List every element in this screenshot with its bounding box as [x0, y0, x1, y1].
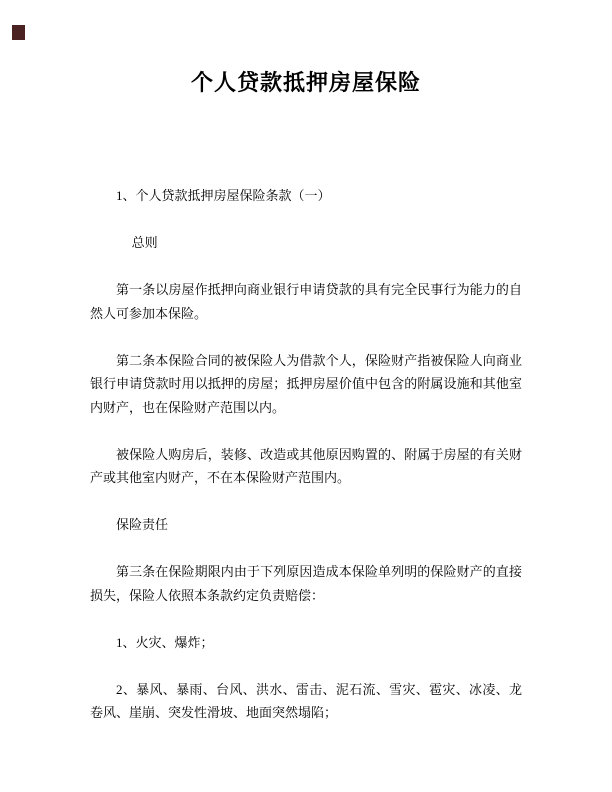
- section-heading-insurance-liability: 保险责任: [116, 517, 169, 532]
- paragraph-article-2-note: 被保险人购房后，装修、改造或其他原因购置的、附属于房屋的有关财产或其他室内财产，不在本保险财产范围内。: [90, 446, 522, 485]
- paragraph-cause-1: 1、火灾、爆炸；: [116, 634, 214, 650]
- corner-mark-icon: [12, 25, 25, 40]
- clause-list-title: 1、个人贷款抵押房屋保险条款（一）: [116, 188, 331, 203]
- paragraph-article-1: 第一条以房屋作抵押向商业银行申请贷款的具有完全民事行为能力的自然人可参加本保险。: [90, 282, 522, 321]
- section-heading-general-rules: 总则: [131, 235, 158, 250]
- document-title: 个人贷款抵押房屋保险: [190, 70, 421, 95]
- paragraph-article-2: 第二条本保险合同的被保险人为借款个人，保险财产指被保险人向商业银行申请贷款时用以抵押的房屋；抵押房屋价值中包含的附属设施和其他室内财产，也在保险财产范围以内。: [90, 352, 522, 415]
- paragraph-cause-2: 2、暴风、暴雨、台风、洪水、雷击、泥石流、雪灾、雹灾、冰凌、龙卷风、崖崩、突发性滑坡、地面突然塌陷；: [90, 681, 522, 720]
- paragraph-article-3: 第三条在保险期限内由于下列原因造成本保险单列明的保险财产的直接损失，保险人依照本条款约定负责赔偿：: [90, 564, 522, 603]
